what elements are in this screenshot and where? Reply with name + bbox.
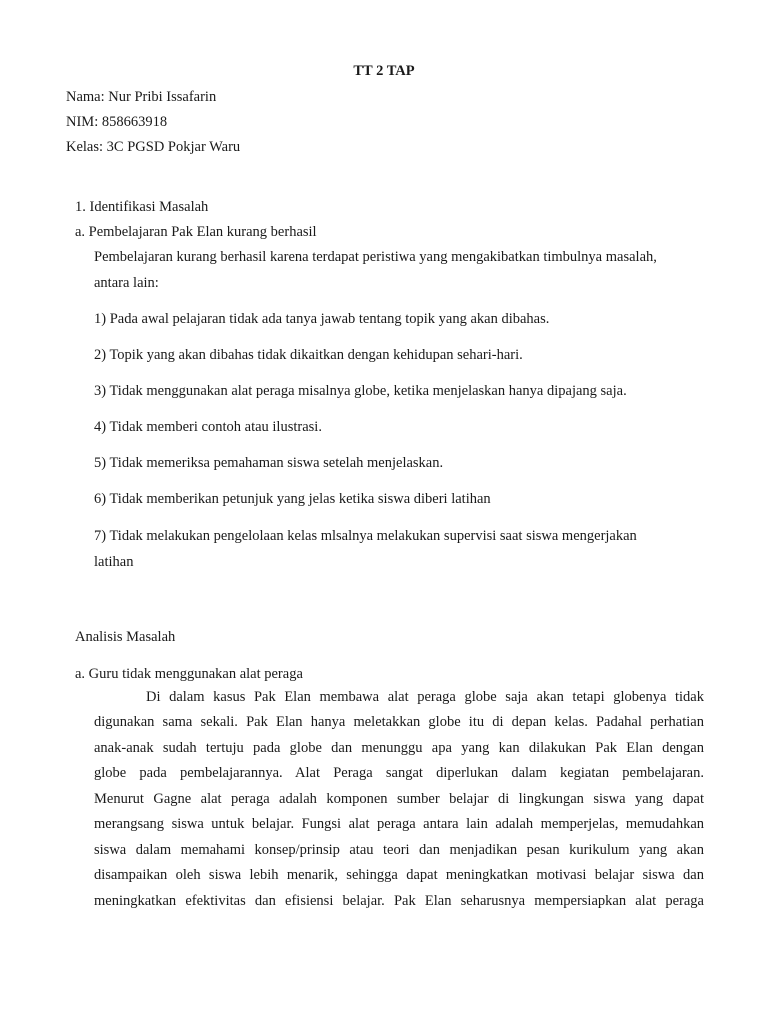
list-item: 2) Topik yang akan dibahas tidak dikaitkan dengan kehidupan sehari-hari.	[94, 347, 523, 363]
paragraph-line: globe pada pembelajarannya. Alat Peraga sangat diperlukan dalam kegiatan pembelajaran.	[94, 765, 704, 781]
paragraph-line: anak-anak sudah tertuju pada globe dan menunggu apa yang kan dilakukan Pak Elan dengan	[94, 740, 704, 756]
list-item: 3) Tidak menggunakan alat peraga misalnya globe, ketika menjelaskan hanya dipajang saja.	[94, 383, 627, 399]
list-item: 7) Tidak melakukan pengelolaan kelas mlsalnya melakukan supervisi saat siswa mengerjakan	[94, 528, 637, 544]
paragraph-line: siswa dalam memahami konsep/prinsip atau teori dan menjadikan pesan kurikulum yang akan	[94, 842, 704, 858]
paragraph-line: Menurut Gagne alat peraga adalah komponen sumber belajar di lingkungan siswa yang dapat	[94, 791, 704, 807]
paragraph-line: meningkatkan efektivitas dan efisiensi belajar. Pak Elan seharusnya mempersiapkan alat peraga	[94, 893, 704, 909]
paragraph-line: Di dalam kasus Pak Elan membawa alat peraga globe saja akan tetapi globenya tidak	[146, 689, 704, 705]
list-item-continuation: latihan	[94, 554, 134, 570]
paragraph-line: digunakan sama sekali. Pak Elan hanya meletakkan globe itu di depan kelas. Padahal perhatian	[94, 714, 704, 730]
list-item: 5) Tidak memeriksa pemahaman siswa setelah menjelaskan.	[94, 455, 444, 471]
intro-text: antara lain:	[94, 275, 159, 291]
intro-text: Pembelajaran kurang berhasil karena terdapat peristiwa yang mengakibatkan timbulnya masalah,	[94, 249, 657, 265]
list-item: 1) Pada awal pelajaran tidak ada tanya jawab tentang topik yang akan dibahas.	[94, 311, 550, 327]
section-heading-identifikasi: 1. Identifikasi Masalah	[75, 199, 209, 215]
document-title: TT 2 TAP	[353, 63, 415, 79]
student-nim: NIM: 858663918	[66, 114, 168, 130]
subheading-a: a. Guru tidak menggunakan alat peraga	[75, 666, 303, 682]
section-heading-analisis: Analisis Masalah	[75, 629, 176, 645]
subheading-a: a. Pembelajaran Pak Elan kurang berhasil	[75, 224, 317, 240]
paragraph-line: merangsang siswa untuk belajar. Fungsi alat peraga antara lain adalah memperjelas, memudahkan	[94, 816, 704, 832]
list-item: 4) Tidak memberi contoh atau ilustrasi.	[94, 419, 322, 435]
paragraph-line: disampaikan oleh siswa lebih menarik, sehingga dapat meningkatkan motivasi belajar siswa dan	[94, 867, 704, 883]
list-item: 6) Tidak memberikan petunjuk yang jelas ketika siswa diberi latihan	[94, 491, 491, 507]
student-name: Nama: Nur Pribi Issafarin	[66, 89, 217, 105]
student-class: Kelas: 3C PGSD Pokjar Waru	[66, 139, 241, 155]
